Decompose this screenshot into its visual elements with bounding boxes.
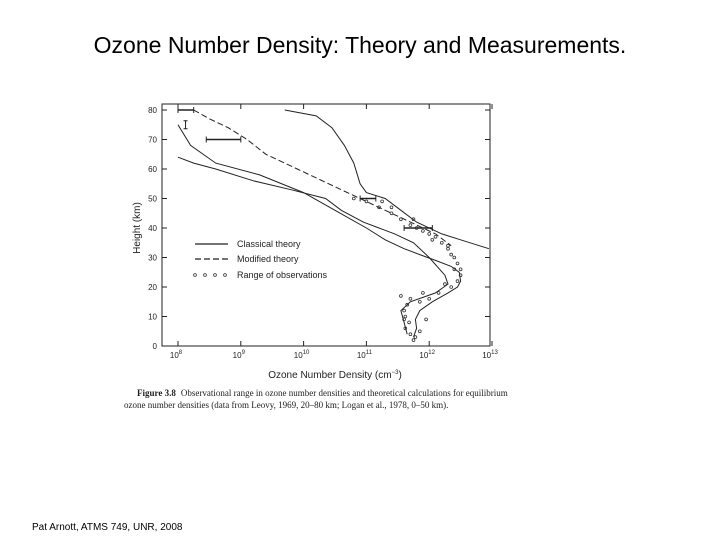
range-of-observations-upper-bound-line <box>178 125 461 337</box>
observation-point <box>422 230 425 233</box>
observation-point <box>404 315 407 318</box>
y-tick-label: 0 <box>152 342 157 351</box>
observation-point <box>456 262 459 265</box>
observation-point <box>352 197 355 200</box>
x-tick-label: $10^{10}$ <box>293 350 310 360</box>
y-axis-label: Height (km) <box>132 202 143 254</box>
observation-point <box>434 235 437 238</box>
y-tick-label: 20 <box>148 283 157 292</box>
observation-point <box>400 218 403 221</box>
y-tick-label: 80 <box>148 106 157 115</box>
x-tick-label: $10^{13}$ <box>482 350 498 360</box>
observation-point <box>418 300 421 303</box>
modified-theory-line <box>194 110 452 246</box>
observation-point <box>403 309 406 312</box>
legend-marker <box>224 274 227 277</box>
y-tick-label: 40 <box>148 224 157 233</box>
figure-caption-line-2: ozone number densities (data from Leovy, 1969, 20–80 km; Logan et al., 1978, 0–50 km). <box>124 400 449 410</box>
observation-point <box>428 233 431 236</box>
observation-point <box>418 330 421 333</box>
observation-point <box>390 212 393 215</box>
y-tick-label: 60 <box>148 165 157 174</box>
y-tick-label: 50 <box>148 194 157 204</box>
y-tick-label: 70 <box>148 135 157 145</box>
observation-point <box>444 283 447 286</box>
x-tick-label: $10^9$ <box>232 350 245 360</box>
observation-point <box>412 339 415 342</box>
classical-theory-line <box>285 110 489 249</box>
observation-point <box>459 268 462 271</box>
observation-point <box>414 336 417 339</box>
legend-label: Classical theory <box>237 239 301 249</box>
legend-label: Modified theory <box>237 254 299 264</box>
x-tick-label: $10^8$ <box>169 350 183 360</box>
range-of-observations-lower-bound-line <box>178 157 448 334</box>
observation-point <box>409 333 412 336</box>
slide-title: Ozone Number Density: Theory and Measurements. <box>93 32 627 58</box>
legend-label: Range of observations <box>237 270 328 280</box>
observation-point <box>425 318 428 321</box>
x-tick-label: $10^{11}$ <box>356 350 372 360</box>
observation-point <box>400 295 403 298</box>
legend-marker <box>194 274 197 277</box>
observation-point <box>390 206 393 209</box>
observation-point <box>456 280 459 283</box>
observation-point <box>453 256 456 259</box>
observation-point <box>408 321 411 324</box>
observation-point <box>450 286 453 289</box>
observation-point <box>447 247 450 250</box>
observation-point <box>409 297 412 300</box>
observation-point <box>437 292 440 295</box>
slide-footer: Pat Arnott, ATMS 749, UNR, 2008 <box>32 522 183 533</box>
y-tick-label: 10 <box>148 312 157 322</box>
legend-marker <box>204 274 207 277</box>
observation-point <box>409 224 412 227</box>
observation-point <box>422 292 425 295</box>
x-axis-label: Ozone Number Density $(cm^{-3})$ <box>268 370 402 381</box>
observation-point <box>365 200 368 203</box>
observation-point <box>381 200 384 203</box>
legend-marker <box>214 274 217 277</box>
observation-point <box>431 238 434 241</box>
plot-frame <box>162 104 490 346</box>
observation-point <box>447 244 450 247</box>
observation-point <box>440 241 443 244</box>
y-tick-label: 30 <box>148 253 157 263</box>
observation-point <box>428 297 431 300</box>
x-tick-label: $10^{12}$ <box>419 350 435 360</box>
observation-point <box>450 253 453 256</box>
figure-caption-line-1: Figure 3.8 Observational range in ozone number densities and theoretical calculations for equilibrium <box>137 388 508 398</box>
figure-label: Figure 3.8 <box>137 388 176 398</box>
